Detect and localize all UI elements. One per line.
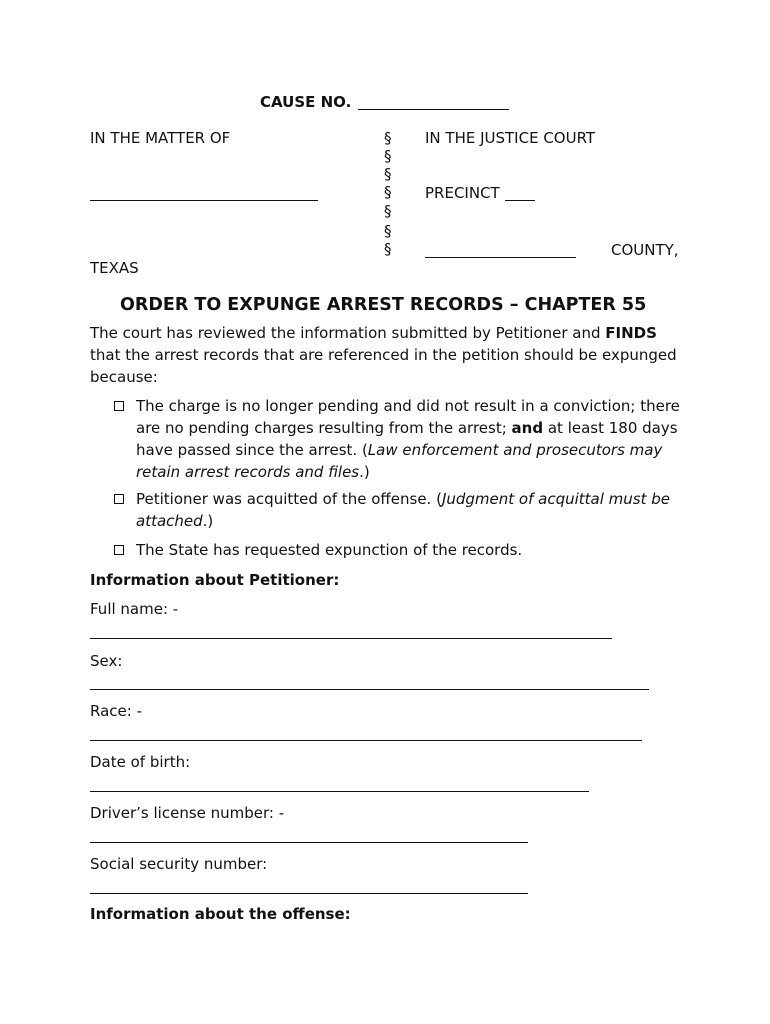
precinct-blank[interactable] — [505, 200, 535, 201]
field-line-sex[interactable] — [90, 689, 649, 690]
county-blank[interactable] — [425, 257, 576, 258]
cause-number-blank[interactable] — [358, 109, 509, 110]
section-symbol: § — [384, 165, 392, 183]
option-note: Law enforcement and prosecutors may retain arrest records and files — [136, 441, 663, 481]
matter-label: IN THE MATTER OF — [90, 129, 231, 147]
intro-text: The court has reviewed the information submitted by Petitioner and — [90, 324, 606, 342]
court-label: IN THE JUSTICE COURT — [425, 129, 596, 147]
field-label-race: Race: - — [90, 702, 142, 720]
option-text — [136, 488, 696, 532]
offense-heading: Information about the offense: — [90, 905, 351, 923]
field-label-sex: Sex: — [90, 652, 123, 670]
section-symbol: § — [384, 183, 392, 201]
section-symbol: § — [384, 147, 392, 165]
option-checkbox[interactable] — [114, 545, 124, 555]
county-label: COUNTY, — [611, 241, 679, 259]
field-label-ssn: Social security number: — [90, 855, 268, 873]
matter-name-blank[interactable] — [90, 200, 318, 201]
option-text-part: The charge is no longer pending and did not result in a conviction; there are no pending charges resulting from the arrest; — [136, 397, 680, 437]
finds-emphasis: FINDS — [605, 324, 657, 342]
section-symbol: § — [384, 240, 392, 258]
section-symbol: § — [384, 202, 392, 220]
option-text — [136, 539, 696, 561]
petitioner-heading: Information about Petitioner: — [90, 571, 340, 589]
field-line-date-of-birth[interactable] — [90, 791, 589, 792]
section-symbol: § — [384, 222, 392, 240]
option-text-part: .) — [202, 512, 214, 530]
section-symbol: § — [384, 129, 392, 147]
option-text-part: at least 180 days have passed since the arrest. ( — [136, 419, 678, 459]
option-note: Judgment of acquittal must be attached — [136, 490, 670, 530]
option-text-part: Petitioner was acquitted of the offense. ( — [136, 490, 442, 508]
option-text-part: .) — [359, 463, 370, 481]
field-line-full-name[interactable] — [90, 638, 612, 639]
intro-text-continued: that the arrest records that are referenced in the petition should be expunged because: — [90, 346, 677, 386]
field-line-race[interactable] — [90, 740, 642, 741]
state-label: TEXAS — [90, 259, 139, 277]
option-emphasis: and — [511, 419, 544, 437]
field-line-ssn[interactable] — [90, 893, 528, 894]
option-text-part: The State has requested expunction of the records. — [136, 541, 523, 559]
field-line-drivers-license[interactable] — [90, 842, 528, 843]
intro-paragraph — [90, 322, 680, 388]
field-label-date-of-birth: Date of birth: — [90, 753, 191, 771]
option-text — [136, 395, 696, 483]
cause-number-label: CAUSE NO. — [260, 93, 352, 111]
field-label-full-name: Full name: - — [90, 600, 179, 618]
precinct-label: PRECINCT — [425, 184, 500, 202]
field-label-drivers-license: Driver’s license number: - — [90, 804, 285, 822]
option-checkbox[interactable] — [114, 401, 124, 411]
document-title: ORDER TO EXPUNGE ARREST RECORDS – CHAPTER 55 — [120, 295, 647, 315]
option-checkbox[interactable] — [114, 494, 124, 504]
